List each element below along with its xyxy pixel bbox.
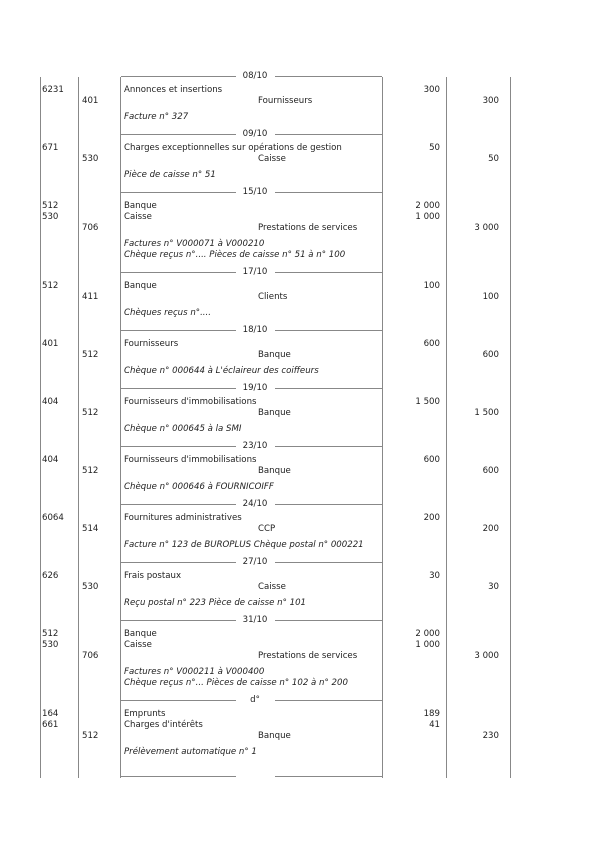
debit-amount: 1 000 [415,640,440,650]
entry-date: 23/10 [242,441,268,451]
entry-reference: Chèque n° 000644 à L'éclaireur des coiffeurs [124,366,319,376]
debit-account-number: 6064 [42,513,64,523]
debit-account-label: Banque [124,281,157,291]
date-rule-left [121,446,236,447]
entry-date: 15/10 [242,187,268,197]
credit-amount-column-rule [510,77,511,778]
debit-amount: 600 [423,339,440,349]
entry-date: 19/10 [242,383,268,393]
debit-account-number: 530 [42,640,59,650]
date-rule-right [275,446,382,447]
entry-reference: Chèque reçus n°... Pièces de caisse n° 102 à n° 200 [124,678,348,688]
entry-date: 24/10 [242,499,268,509]
debit-account-label: Caisse [124,640,152,650]
debit-amount: 300 [423,85,440,95]
entry-reference: Factures n° V000071 à V000210 [124,239,265,249]
entry-reference: Pièce de caisse n° 51 [124,170,216,180]
date-rule-left [121,562,236,563]
closing-rule-right [275,776,382,777]
entry-reference: Chèques reçus n°.... [124,308,212,318]
credit-account-label: Banque [258,408,291,418]
date-rule-right [275,76,382,77]
entry-date: 09/10 [242,129,268,139]
debit-amount: 600 [423,455,440,465]
label-column-rule [382,77,383,778]
date-rule-right [275,134,382,135]
entry-date: 08/10 [242,71,268,81]
entry-date: 31/10 [242,615,268,625]
date-rule-right [275,562,382,563]
credit-account-label: Fournisseurs [258,96,313,106]
credit-account-label: Caisse [258,582,286,592]
debit-amount: 41 [429,720,440,730]
date-rule-left [121,388,236,389]
credit-account-number: 401 [82,96,99,106]
credit-account-number: 530 [82,154,99,164]
entry-date: d° [250,695,260,705]
closing-rule-left [121,776,236,777]
entry-reference: Prélèvement automatique n° 1 [124,747,257,757]
credit-account-label: Banque [258,731,291,741]
credit-account-label: CCP [258,524,276,534]
debit-account-number: 512 [42,629,59,639]
entry-reference: Chèque n° 000645 à la SMI [124,424,242,434]
credit-account-number: 512 [82,731,99,741]
entry-reference: Chèque reçus n°.... Pièces de caisse n° 51 à n° 100 [124,250,346,260]
entry-date: 27/10 [242,557,268,567]
debit-amount: 1 000 [415,212,440,222]
credit-amount: 600 [482,350,499,360]
margin-rule-left [40,77,41,778]
entry-date: 18/10 [242,325,268,335]
debit-account-number: 404 [42,455,59,465]
debit-account-number: 626 [42,571,59,581]
debit-amount: 2 000 [415,629,440,639]
debit-amount: 30 [429,571,440,581]
entry-reference: Chèque n° 000646 à FOURNICOIFF [124,482,274,492]
debit-account-number: 404 [42,397,59,407]
credit-amount: 230 [482,731,499,741]
debit-account-label: Fournisseurs [124,339,179,349]
debit-account-number: 512 [42,201,59,211]
date-rule-right [275,620,382,621]
debit-account-label: Fournitures administratives [124,513,242,523]
credit-amount: 200 [482,524,499,534]
debit-account-label: Banque [124,201,157,211]
debit-account-label: Emprunts [124,709,166,719]
credit-amount: 600 [482,466,499,476]
entry-date: 17/10 [242,267,268,277]
entry-reference: Facture n° 123 de BUROPLUS Chèque postal n° 000221 [124,540,364,550]
credit-amount: 50 [488,154,499,164]
date-rule-left [121,192,236,193]
credit-account-number: 512 [82,466,99,476]
credit-amount: 3 000 [474,651,499,661]
credit-account-number: 411 [82,292,99,302]
credit-amount: 1 500 [474,408,499,418]
credit-account-number: 706 [82,651,99,661]
debit-account-label: Annonces et insertions [124,85,223,95]
credit-account-label: Caisse [258,154,286,164]
credit-amount: 300 [482,96,499,106]
debit-account-label: Frais postaux [124,571,182,581]
debit-account-label: Fournisseurs d'immobilisations [124,397,257,407]
credit-account-number: 706 [82,223,99,233]
date-rule-right [275,272,382,273]
date-rule-left [121,700,236,701]
date-rule-left [121,504,236,505]
debit-account-label: Charges exceptionnelles sur opérations de gestion [124,143,342,153]
credit-account-label: Prestations de services [258,651,358,661]
entry-reference: Reçu postal n° 223 Pièce de caisse n° 101 [124,598,307,608]
debit-amount: 50 [429,143,440,153]
debit-account-label: Banque [124,629,157,639]
credit-account-number: 530 [82,582,99,592]
credit-account-label: Banque [258,350,291,360]
debit-account-number: 401 [42,339,59,349]
debit-amount-column-rule [446,77,447,778]
debit-account-number: 512 [42,281,59,291]
credit-account-label: Clients [258,292,288,302]
credit-account-number: 512 [82,408,99,418]
debit-amount: 200 [423,513,440,523]
date-rule-right [275,330,382,331]
debit-account-label: Caisse [124,212,152,222]
credit-account-number: 512 [82,350,99,360]
date-rule-left [121,76,236,77]
debit-account-number: 661 [42,720,59,730]
debit-amount: 1 500 [415,397,440,407]
debit-amount: 189 [423,709,440,719]
entry-reference: Factures n° V000211 à V000400 [124,667,265,677]
debit-account-column-rule [78,77,79,778]
date-rule-right [275,700,382,701]
date-rule-left [121,620,236,621]
credit-account-column-rule [120,77,121,778]
debit-account-number: 164 [42,709,59,719]
credit-amount: 3 000 [474,223,499,233]
credit-account-number: 514 [82,524,99,534]
credit-amount: 100 [482,292,499,302]
entry-reference: Facture n° 327 [124,112,189,122]
debit-account-number: 671 [42,143,59,153]
debit-amount: 2 000 [415,201,440,211]
date-rule-right [275,504,382,505]
date-rule-left [121,272,236,273]
debit-amount: 100 [423,281,440,291]
debit-account-number: 6231 [42,85,64,95]
date-rule-right [275,192,382,193]
credit-account-label: Banque [258,466,291,476]
credit-account-label: Prestations de services [258,223,358,233]
debit-account-label: Charges d'intérêts [124,720,203,730]
date-rule-right [275,388,382,389]
date-rule-left [121,330,236,331]
date-rule-left [121,134,236,135]
debit-account-label: Fournisseurs d'immobilisations [124,455,257,465]
debit-account-number: 530 [42,212,59,222]
credit-amount: 30 [488,582,499,592]
